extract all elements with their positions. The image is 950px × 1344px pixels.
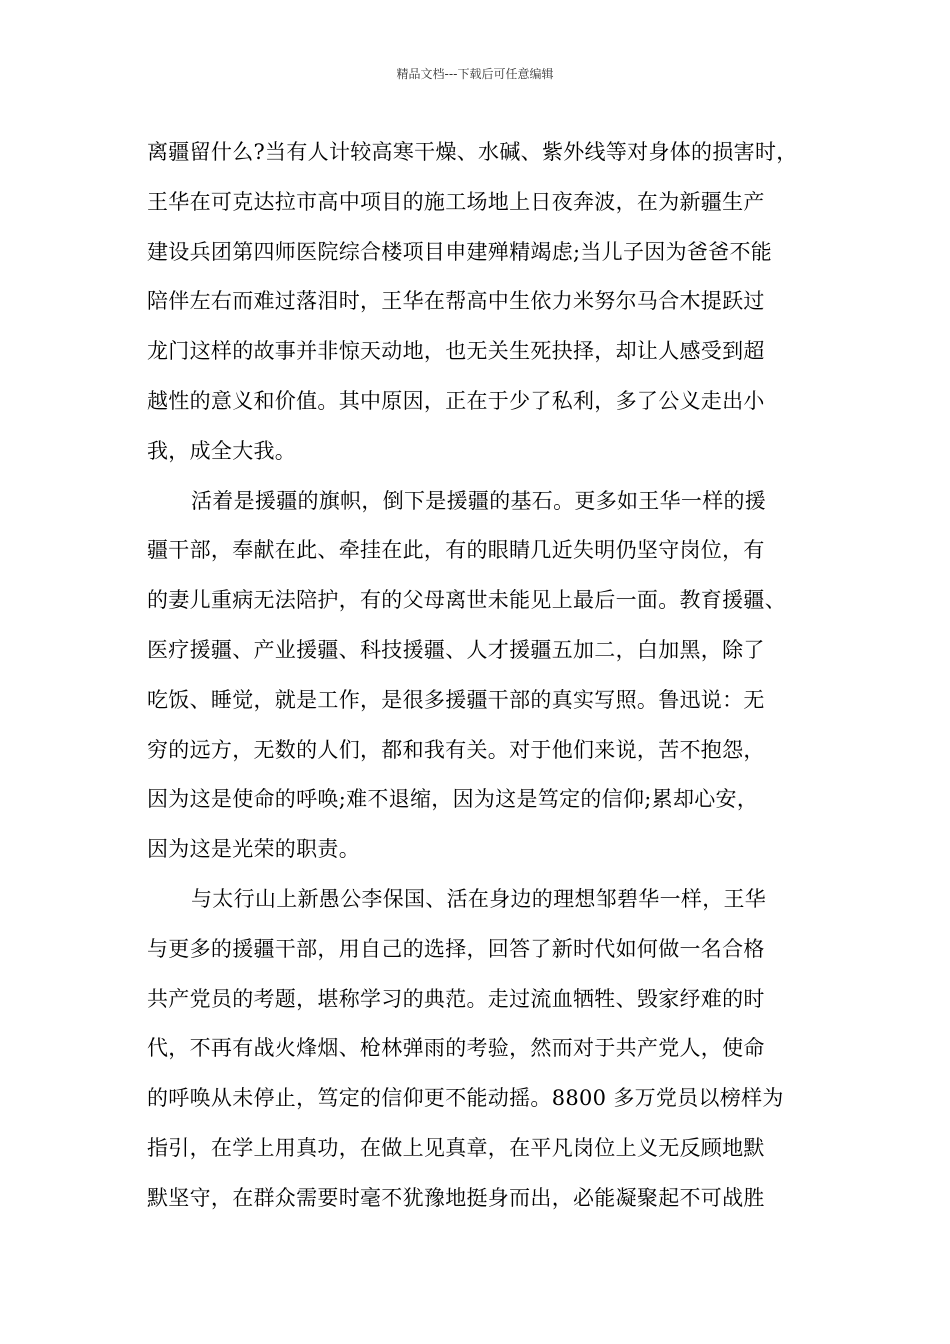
text-line: 疆干部，奉献在此、牵挂在此，有的眼睛几近失明仍坚守岗位，有 bbox=[147, 538, 765, 563]
text-line: 穷的远方，无数的人们，都和我有关。对于他们来说，苦不抱怨， bbox=[147, 737, 765, 762]
text-line: 建设兵团第四师医院综合楼项目申建殚精竭虑;当儿子因为爸爸不能 bbox=[147, 239, 773, 264]
text-line: 与更多的援疆干部，用自己的选择，回答了新时代如何做一名合格 bbox=[147, 936, 765, 961]
text-line: 与太行山上新愚公李保国、活在身边的理想邹碧华一样，王华 bbox=[191, 886, 767, 911]
text-line: 代，不再有战火烽烟、枪林弹雨的考验，然而对于共产党人，使命 bbox=[147, 1036, 765, 1061]
text-line: 默坚守，在群众需要时毫不犹豫地挺身而出，必能凝聚起不可战胜 bbox=[147, 1185, 765, 1210]
text-line: 因为这是使命的呼唤;难不退缩，因为这是笃定的信仰;累却心安， bbox=[147, 787, 759, 812]
text-line: 龙门这样的故事并非惊天动地，也无关生死抉择，却让人感受到超 bbox=[147, 339, 765, 364]
text-line: 陪伴左右而难过落泪时，王华在帮高中生依力米努尔马合木提跃过 bbox=[147, 289, 765, 314]
text-line: 吃饭、睡觉，就是工作，是很多援疆干部的真实写照。鲁迅说：无 bbox=[147, 687, 765, 712]
text-line: 王华在可克达拉市高中项目的施工场地上日夜奔波，在为新疆生产 bbox=[147, 189, 765, 214]
page-header: 精品文档---下载后可任意编辑 bbox=[396, 67, 554, 81]
text-line: 因为这是光荣的职责。 bbox=[147, 837, 360, 862]
text-line: 越性的意义和价值。其中原因，正在于少了私利，多了公义走出小 bbox=[147, 388, 765, 413]
text-line: 指引，在学上用真功，在做上见真章，在平凡岗位上义无反顾地默 bbox=[147, 1135, 765, 1160]
text-line: 的呼唤从未停止，笃定的信仰更不能动摇。8800 多万党员以榜样为 bbox=[147, 1086, 784, 1111]
document-body bbox=[147, 128, 812, 1224]
text-line: 的妻儿重病无法陪护，有的父母离世未能见上最后一面。教育援疆、 bbox=[147, 588, 786, 613]
text-line: 医疗援疆、产业援疆、科技援疆、人才援疆五加二，白加黑，除了 bbox=[147, 637, 765, 662]
text-line: 离疆留什么?当有人计较高寒干燥、水碱、紫外线等对身体的损害时， bbox=[147, 140, 798, 164]
text-line: 共产党员的考题，堪称学习的典范。走过流血牺牲、毁家纾难的时 bbox=[147, 986, 765, 1011]
text-line: 我，成全大我。 bbox=[147, 438, 297, 463]
text-line: 活着是援疆的旗帜，倒下是援疆的基石。更多如王华一样的援 bbox=[191, 488, 767, 513]
